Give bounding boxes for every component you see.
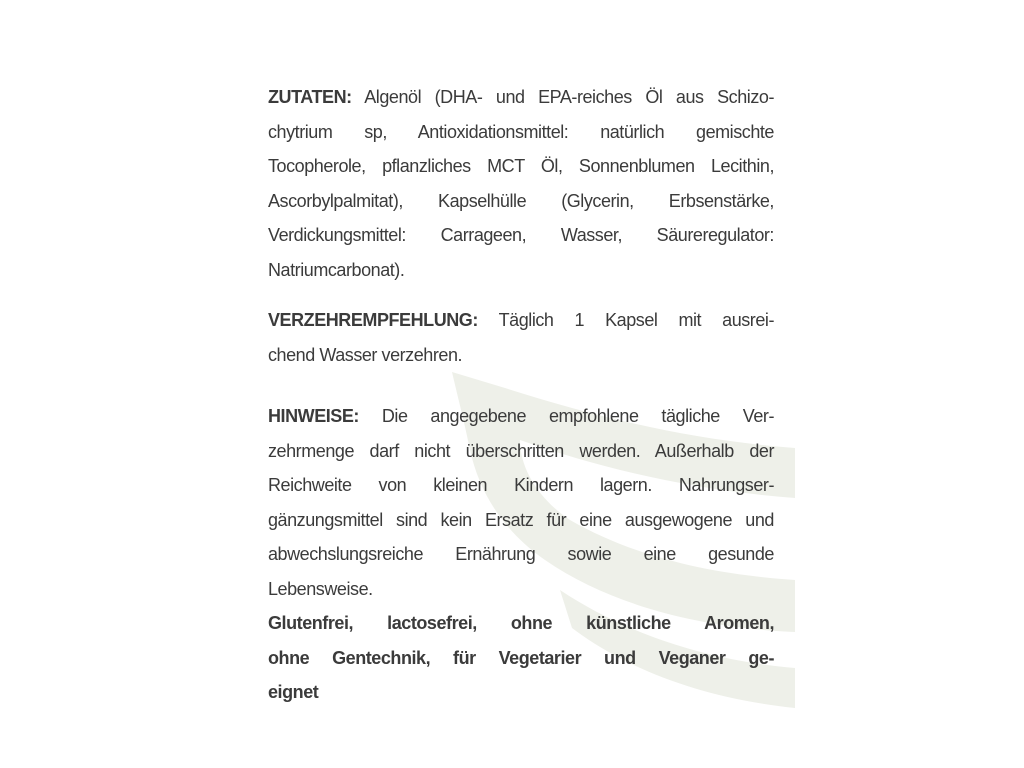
ingredients-section <box>268 80 774 287</box>
ingredients-heading: ZUTATEN: <box>268 87 352 107</box>
notes-line: HINWEISE: Die angegebene empfohlene tägliche Ver- <box>268 406 774 426</box>
dosage-heading: VERZEHREMPFEHLUNG: <box>268 310 478 330</box>
allergen-note-section <box>268 606 774 710</box>
ingredients-line: Verdickungsmittel: Carrageen, Wasser, Säureregulator: <box>268 225 774 245</box>
ingredients-line: Ascorbylpalmitat), Kapselhülle (Glycerin, Erbsenstärke, <box>268 190 774 211</box>
ingredients-line: Natriumcarbonat). <box>268 259 405 280</box>
allergen-note-line: eignet <box>268 682 319 702</box>
dosage-line: chend Wasser verzehren. <box>268 344 463 365</box>
allergen-note-line: Glutenfrei, lactosefrei, ohne künstliche Aromen, <box>268 613 774 633</box>
allergen-note-line: ohne Gentechnik, für Vegetarier und Veganer ge- <box>268 647 774 668</box>
notes-line: Lebensweise. <box>268 578 373 599</box>
dosage-line: VERZEHREMPFEHLUNG: Täglich 1 Kapsel mit ausrei- <box>268 310 774 330</box>
notes-heading: HINWEISE: <box>268 406 359 426</box>
ingredients-line: Tocopherole, pflanzliches MCT Öl, Sonnenblumen Lecithin, <box>268 156 774 176</box>
ingredients-line: ZUTATEN: Algenöl (DHA- und EPA-reiches Öl aus Schizo- <box>268 87 774 107</box>
ingredients-line: chytrium sp, Antioxidationsmittel: natürlich gemischte <box>268 121 774 142</box>
notes-line: Reichweite von kleinen Kindern lagern. Nahrungser- <box>268 475 774 495</box>
notes-section <box>268 399 774 606</box>
dosage-section <box>268 303 774 372</box>
product-label-text <box>268 80 774 710</box>
notes-line: abwechslungsreiche Ernährung sowie eine gesunde <box>268 544 774 564</box>
notes-line: gänzungsmittel sind kein Ersatz für eine ausgewogene und <box>268 509 774 530</box>
notes-line: zehrmenge darf nicht überschritten werden. Außerhalb der <box>268 440 774 461</box>
